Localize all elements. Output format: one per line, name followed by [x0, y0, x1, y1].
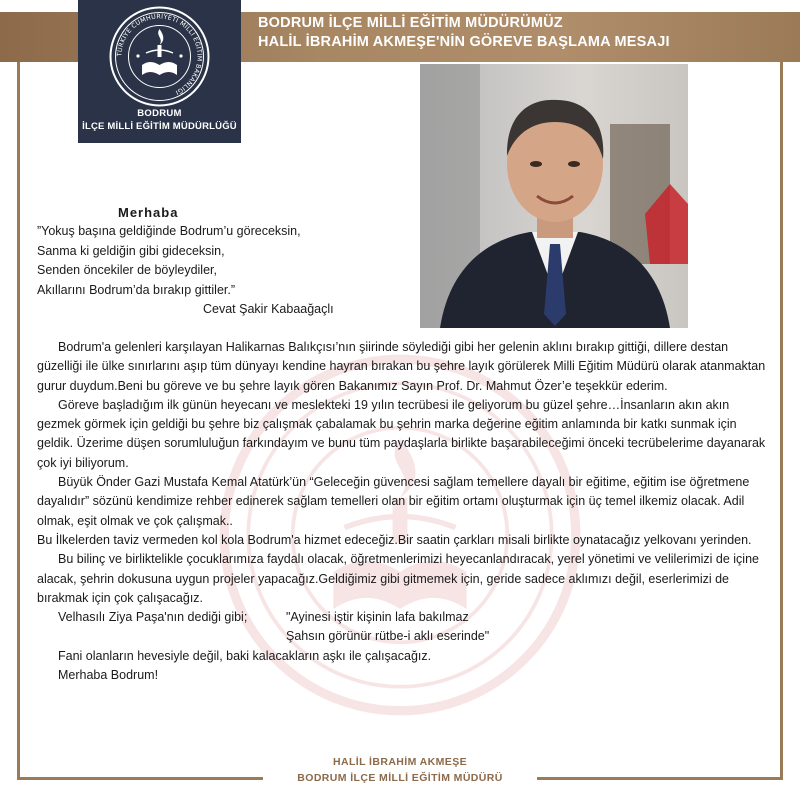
paragraph: Fani olanların hevesiyle değil, baki kalacakların aşkı ile çalışacağız.: [58, 648, 432, 663]
frame-left-border: [17, 62, 20, 780]
greeting-heading: Merhaba: [118, 205, 179, 220]
poem-line: Akıllarını Bodrum’da bırakıp gittiler.”: [37, 282, 235, 297]
header-title-line1: BODRUM İLÇE MİLLİ EĞİTİM MÜDÜRÜMÜZ: [258, 15, 563, 31]
paragraph: Velhasılı Ziya Paşa'nın dediği gibi;: [58, 610, 248, 625]
message-body: [37, 338, 770, 685]
paragraph: Göreve başladığım ilk günün heyecanı ve meslekteki 19 yılın tecrübesi ile geliyorum bu güzel şehre…İnsanların akın akın gezmek görmek için geldiği bu şehre biz çalışmak çabalamak bu şehrin marka değerine eğitim anlamında bir katkı sunmak için geldik. Üzerime düşen sorumluluğun farkındayım ve bunu tüm paydaşlarla birlikte başarabileceğimi önceki tecrübelerime dayanarak çok iyi biliyorum.: [37, 397, 766, 470]
ziya-pasa-quote-row: [37, 627, 770, 646]
paragraph: Bu İlkelerden taviz vermeden kol kola Bodrum'a hizmet edeceğiz.Bir saatin çarkları misali birlikte oynatacağız yelkovanı yerinden.: [37, 532, 752, 547]
frame-right-border: [780, 62, 783, 780]
quote-line: "Ayinesi iştir kişinin lafa bakılmaz: [286, 610, 469, 625]
logo-text-bodrum: BODRUM: [137, 108, 182, 119]
paragraph: Bodrum'a gelenleri karşılayan Halikarnas Balıkçısı’nın şiirinde söylediği gibi her gelenin aklını bırakıp gittiği, dillere destan güzelliği ile ülke sınırlarını aşıp tüm dünyayı kendine hayran bırakan bu şehre layık görülerek Milli Eğitim Müdürü olarak atanmaktan gurur duydum.Beni bu göreve ve bu şehre layık gören Bakanımız Sayın Prof. Dr. Mahmut Özer’e teşekkür ederim.: [37, 340, 766, 393]
institution-logo: [78, 0, 241, 143]
quote-line: Şahsın görünür rütbe-i aklı eserinde": [286, 629, 490, 644]
poem-author: Cevat Şakir Kabaağaçlı: [203, 302, 334, 316]
poem-line: ”Yokuş başına geldiğinde Bodrum’u göreceksin,: [37, 224, 301, 238]
ministry-seal-icon: [108, 5, 211, 108]
signature-title: BODRUM İLÇE MİLLİ EĞİTİM MÜDÜRÜ: [297, 772, 503, 784]
closing-line: Merhaba Bodrum!: [58, 668, 159, 683]
poem-line: Sanma ki geldiğin gibi gideceksin,: [37, 243, 225, 258]
header-title: [258, 14, 788, 52]
poem-quote: [37, 222, 301, 300]
poem-line: Senden öncekiler de böyleydiler,: [37, 263, 217, 277]
portrait-photo: [420, 64, 688, 328]
signature-name: HALİL İBRAHİM AKMEŞE: [333, 756, 467, 768]
paragraph: Bu bilinç ve birliktelikle çocuklarımıza faydalı olacak, öğretmenlerimizi heyecanlandıracak, yerel yönetimi ve velilerimizi de içine alacak, şehrin dokusuna uygun projeler yapacağız.Geldiğimiz gibi gitmemek için, geride sadece aklımızı değil, eserlerimizi de bırakmak için çok çalışacağız.: [37, 552, 759, 605]
header-title-line2: HALİL İBRAHİM AKMEŞE'NİN GÖREVE BAŞLAMA MESAJI: [258, 34, 670, 50]
paragraph: Büyük Önder Gazi Mustafa Kemal Atatürk’ün “Geleceğin güvencesi sağlam temellere dayalı bir eğitime, eğitim ise öğretmene dayalıdır” sözünü kendimize rehber edinerek sağlam temelleri olan bir eğitim ortamı oluşturmak için üç temel ilkemiz olacak. Adil olmak, eşit olmak ve çok çalışmak..: [37, 475, 750, 528]
seal-text: TÜRKİYE CUMHURİYETİ MİLLİ EĞİTİM BAKANLIĞI: [116, 13, 203, 96]
ziya-pasa-quote-row: [37, 608, 770, 627]
logo-text-directorate: İLÇE MİLLİ EĞİTİM MÜDÜRLÜĞÜ: [82, 121, 237, 132]
